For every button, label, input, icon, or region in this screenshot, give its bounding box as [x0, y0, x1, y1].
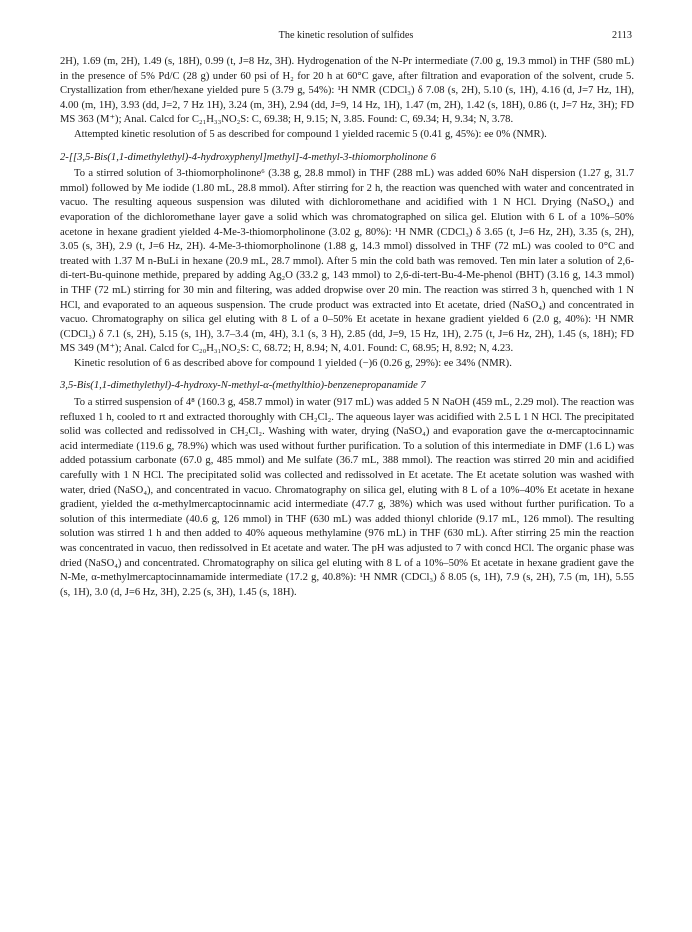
paragraph-resolution-6: Kinetic resolution of 6 as described above for compound 1 yielded (−)6 (0.26 g, 29%): ee 34% (NMR). — [74, 357, 512, 369]
paragraph-resolution-5: Attempted kinetic resolution of 5 as described for compound 1 yielded racemic 5 (0.41 g, 45%): ee 0% (NMR). — [74, 128, 547, 140]
running-title: The kinetic resolution of sulfides — [278, 30, 414, 41]
paragraph-compound-5-data: 2H), 1.69 (m, 2H), 1.49 (s, 18H), 0.99 (t, J=8 Hz, 3H). Hydrogenation of the N-Pr intermediate (7.00 g, 19.3 mmol) in THF (580 mL) in the presence of 5% Pd/C (28 g) under 60 psi of H₂ for 20 h at 60°C gave, after filtration and evaporation of the solvent, crude 5. Crystallization from ether/hexane yielded pure 5 (3.79 g, 54%): ¹H NMR (CDCl₃) δ 7.08 (s, 2H), 5.10 (s, 1H), 4.16 (d, J=7 Hz, 1H), 4.00 (m, 1H), 3.93 (dd, J=2, 7 Hz 1H), 3.24 (m, 3H), 2.94 (dd, J=9, 14 Hz, 1H), 1.47 (m, 2H), 1.42 (s, 18H), 0.86 (t, J=7 Hz, 3H); FD MS 363 (M⁺); Anal. Calcd for C₂₁H₃₃NO₂S: C, 69.38; H, 9.15; N, 3.85. Found: C, 69.34; H, 9.34; N, 3.78. — [60, 56, 634, 126]
paragraph-synthesis-6: To a stirred solution of 3-thiomorpholinone⁶ (3.38 g, 28.8 mmol) in THF (288 mL) was added 60% NaH dispersion (1.27 g, 31.7 mmol) followed by Me iodide (1.80 mL, 28.8 mmol). After stirring for 2 h, the reaction was quenched with water and concentrated in vacuo. The resulting aqueous suspension was diluted with dichloromethane and acidified with 1 N HCl. Drying (NaSO₄) and evaporation of the dichloromethane layer gave a solid which was chromatographed on silica gel. Elution with 6 L of a 10%–50% acetone in hexane gradient yielded 4-Me-3-thiomorpholinone (3.02 g, 80%): ¹H NMR (CDCl₃) δ 3.65 (t, J=6 Hz, 2H), 3.35 (s, 2H), 3.05 (s, 3H), 2.9 (t, J=6 Hz, 2H). 4-Me-3-thiomorpholinone (1.88 g, 14.3 mmol) dissolved in THF (72 mL) was cooled to 0°C and treated with 1.37 M n-BuLi in hexane (20.9 mL, 28.7 mmol). After 5 min the cold bath was removed. Ten min later a solution of 2,6-di-tert-Bu-quinone methide, prepared by adding Ag₂O (33.2 g, 143 mmol) to 2,6-di-tert-Bu-4-Me-phenol (BHT) (3.16 g, 14.3 mmol) in THF (72 mL) stirring for 30 min and filtering, was added dropwise over 20 min. The reaction was stirred 3 h, quenched with 1 N HCl, and evaporated to an aqueous suspension. The crude product was extracted into Et acetate, dried (NaSO₄) and concentrated in vacuo. Chromatography on silica gel eluting with 8 L of a 0–50% Et acetate in hexane gradient yielded 6 (2.0 g, 40%): ¹H NMR (CDCl₃) δ 7.1 (s, 2H), 5.15 (s, 1H), 3.7–3.4 (m, 4H), 3.1 (s, 3 H), 2.85 (dd, J=9, 15 Hz, 1H), 2.75 (t, J=6 Hz, 2H), 1.45 (s, 18H); FD MS 349 (M⁺); Anal. Calcd for C₂₀H₃₁NO₂S: C, 68.72; H, 8.94; N, 4.01. Found: C, 68.95; H, 8.92; N, 4.23. — [60, 168, 634, 355]
page-number: 2113 — [612, 30, 632, 41]
heading-compound-7: 3,5-Bis(1,1-dimethylethyl)-4-hydroxy-N-methyl-α-(methylthio)-benzenepropanamide 7 — [60, 380, 426, 392]
paragraph-synthesis-7: To a stirred suspension of 4⁸ (160.3 g, 458.7 mmol) in water (917 mL) was added 5 N NaOH (459 mL, 2.29 mol). The reaction was refluxed 1 h, cooled to rt and extracted thoroughly with CH₂Cl₂. The aqueous layer was acidified with 2.5 L 1 N HCl. The precipitated solid was collected and redissolved in CH₂Cl₂. Washing with water, drying (NaSO₄) and evaporation gave the α-mercaptocinnamic acid intermediate (119.6 g, 78.9%) which was used without further purification. To a solution of this intermediate in DMF (1.6 L) was added potassium carbonate (67.0 g, 485 mmol) and Me sulfate (36.7 mL, 388 mmol). The reaction was stirred 20 min and acidified carefully with 1 N HCl. The precipitated solid was collected and redissolved in Et acetate. The Et acetate solution was washed with water, dried (NaSO₄), and concentrated in vacuo. Chromatography on silica gel, eluting with 8 L of a 10%–40% Et acetate in hexane gradient, yielded the α-methylmercaptocinnamic acid intermediate (47.7 g, 38%) which was used without further purification. To a solution of this intermediate (40.6 g, 126 mmol) in THF (630 mL) was added thionyl chloride (9.17 mL, 126 mmol). The resulting solution was stirred 1 h and then added to 40% aqueous methylamine (976 mL) in THF (630 mL). After stirring 25 min the reaction was concentrated in vacuo, then redissolved in Et acetate and water. The pH was adjusted to 7 with concd HCl. The organic phase was dried (NaSO₄) and concentrated. Chromatography on silica gel eluting with 8 L of a 10%–50% Et acetate in hexane gradient gave the N-Me, α-methylmercaptocinnamamide intermediate (17.2 g, 40.8%): ¹H NMR (CDCl₃) δ 8.05 (s, 1H), 7.9 (s, 2H), 7.5 (m, 1H), 5.55 (s, 1H), 3.0 (d, J=6 Hz, 3H), 2.25 (s, 3H), 1.45 (s, 18H). — [60, 397, 634, 598]
article-body — [60, 55, 634, 600]
running-header — [60, 30, 632, 44]
heading-compound-6: 2-[[3,5-Bis(1,1-dimethylethyl)-4-hydroxyphenyl]methyl]-4-methyl-3-thiomorpholinone 6 — [60, 151, 436, 163]
